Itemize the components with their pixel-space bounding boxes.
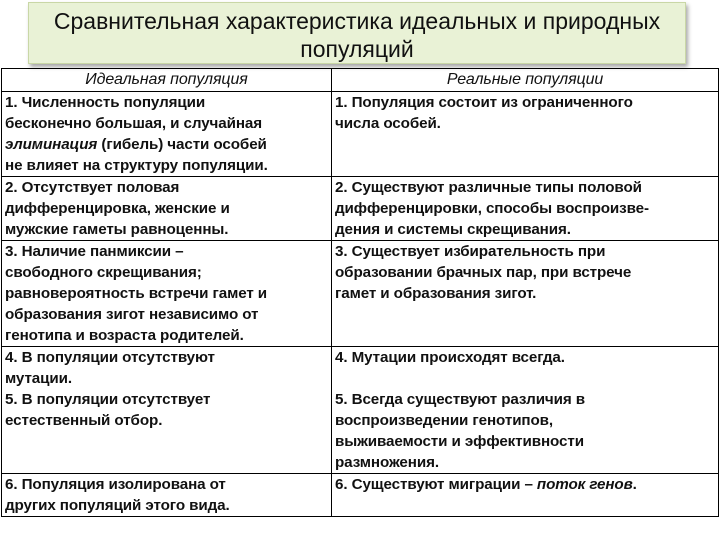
text-line: генотипа и возраста родителей. [5, 327, 244, 344]
cell-real-2 [332, 177, 719, 241]
text-line: мужские гаметы равноценны. [5, 221, 229, 238]
text-line: выживаемости и эффективности [335, 433, 584, 450]
text-line: 5. Всегда существуют различия в [335, 391, 586, 408]
cell-ideal-5 [2, 474, 332, 517]
text-line: мутации. [5, 370, 72, 387]
text-line: 2. Отсутствует половая [5, 179, 180, 196]
text-line [335, 474, 715, 495]
text-line: свободного скрещивания; [5, 264, 202, 281]
text-line: 5. В популяции отсутствует [5, 391, 211, 408]
text-line: естественный отбор. [5, 412, 163, 429]
text-line: гамет и образования зигот. [335, 285, 537, 302]
title-line-2: популяций [300, 36, 414, 62]
cell-ideal-4 [2, 347, 332, 474]
text-line: 1. Численность популяции [5, 94, 206, 111]
term-elimination: элиминация [5, 136, 98, 153]
cell-real-4 [332, 347, 719, 474]
text-line: бесконечно большая, и случайная [5, 115, 263, 132]
text-line: других популяций этого вида. [5, 497, 230, 514]
text-line: образования зигот независимо от [5, 306, 259, 323]
text-line: 4. Мутации происходят всегда. [335, 349, 565, 366]
text-fragment: 6. Существуют миграции – [335, 476, 537, 493]
text-line: дифференцировки, способы воспроизве- [335, 200, 649, 217]
text-line: 3. Наличие панмиксии – [5, 243, 184, 260]
cell-ideal-1 [2, 92, 332, 177]
cell-ideal-3 [2, 241, 332, 347]
text-line: равновероятность встречи гамет и [5, 285, 268, 302]
blank-line [335, 368, 715, 389]
table-row [2, 474, 719, 517]
term-gene-flow: поток генов [536, 476, 633, 493]
text-line [5, 134, 328, 155]
header-ideal: Идеальная популяция [2, 69, 332, 92]
text-line: 2. Существуют различные типы половой [335, 179, 642, 196]
text-line: числа особей. [335, 115, 441, 132]
text-line: воспроизведении генотипов, [335, 412, 554, 429]
table-row [2, 92, 719, 177]
text-line: дения и системы скрещивания. [335, 221, 571, 238]
cell-ideal-2 [2, 177, 332, 241]
text-fragment: . [632, 476, 637, 493]
title-line-1: Сравнительная характеристика идеальных и природных [53, 8, 661, 34]
cell-real-5 [332, 474, 719, 517]
header-real: Реальные популяции [332, 69, 719, 92]
text-line: дифференцировка, женские и [5, 200, 230, 217]
text-line: 4. В популяции отсутствуют [5, 349, 215, 366]
text-line: 6. Популяция изолирована от [5, 476, 226, 493]
text-line: 3. Существует избирательность при [335, 243, 606, 260]
text-line: образовании брачных пар, при встрече [335, 264, 632, 281]
table-row [2, 241, 719, 347]
slide-title [28, 2, 686, 64]
text-line: 1. Популяция состоит из ограниченного [335, 94, 633, 111]
table-row [2, 177, 719, 241]
cell-real-1 [332, 92, 719, 177]
header-row [2, 69, 719, 92]
table-row [2, 347, 719, 474]
text-line: размножения. [335, 454, 439, 471]
comparison-table [1, 68, 719, 517]
cell-real-3 [332, 241, 719, 347]
text-fragment: (гибель) части особей [97, 136, 267, 153]
text-line: не влияет на структуру популяции. [5, 157, 268, 174]
